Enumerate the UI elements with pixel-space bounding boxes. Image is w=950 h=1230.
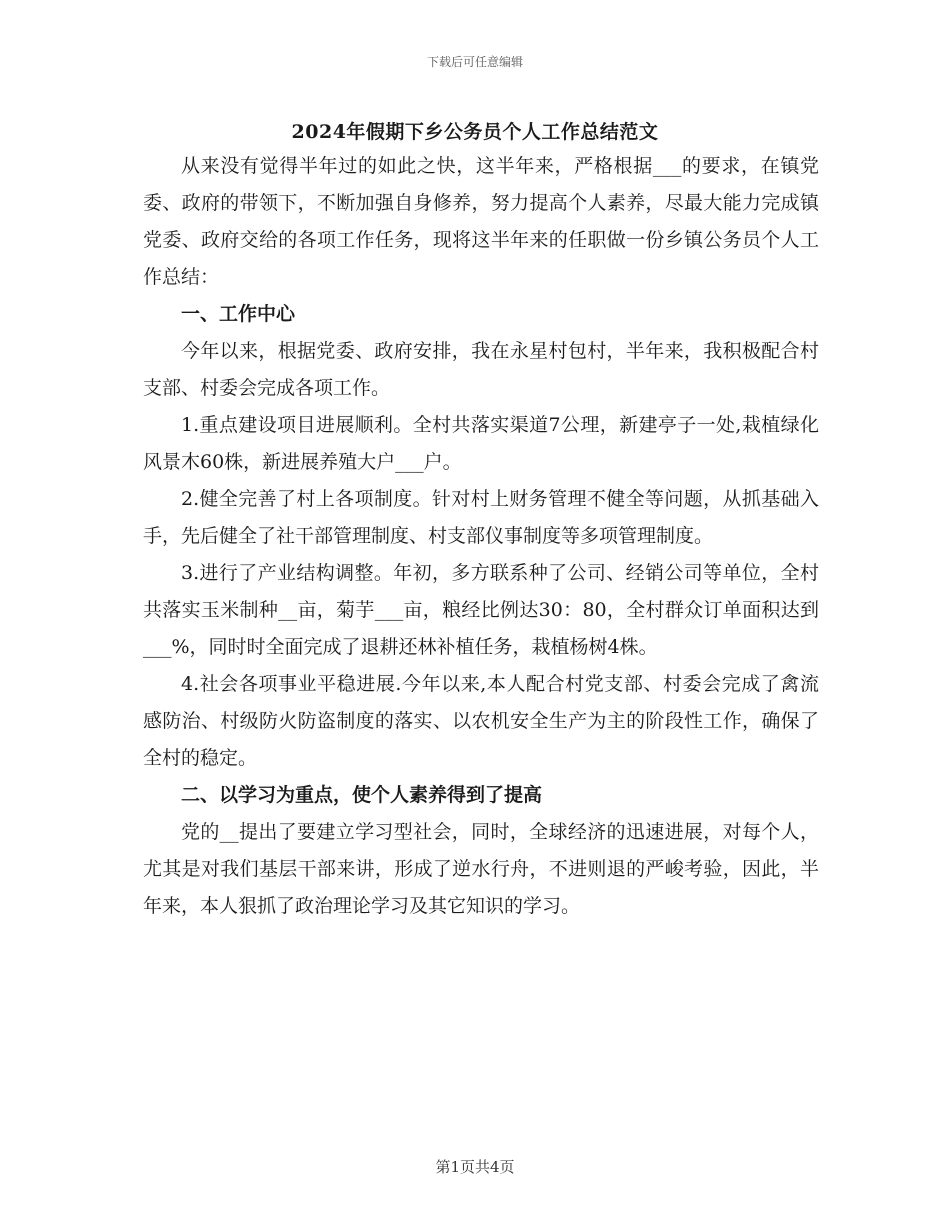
paragraph-item-4: 4.社会各项事业平稳进展.今年以来,本人配合村党支部、村委会完成了禽流感防治、村级防火防盗制度的落实、以农机安全生产为主的阶段性工作，确保了全村的稳定。	[143, 673, 819, 769]
section-heading-study: 二、以学习为重点，使个人素养得到了提高	[181, 784, 543, 806]
paragraph: 党的__提出了要建立学习型社会，同时，全球经济的迅速进展，对每个人，尤其是对我们基层干部来讲，形成了逆水行舟，不进则退的严峻考验，因此，半年来，本人狠抓了政治理论学习及其它知识的学习。	[143, 821, 819, 917]
page-number-footer: 第1页共4页	[435, 1158, 515, 1176]
paragraph-item-1: 1.重点建设项目进展顺利。全村共落实渠道7公理，新建亭子一处,栽植绿化风景木60株，新进展养殖大户___户。	[143, 414, 819, 473]
section-heading-work-center: 一、工作中心	[181, 303, 296, 325]
paragraph: 今年以来，根据党委、政府安排，我在永星村包村，半年来，我积极配合村支部、村委会完成各项工作。	[143, 340, 819, 399]
paragraph-item-3: 3.进行了产业结构调整。年初，多方联系种了公司、经销公司等单位，全村共落实玉米制种__亩，菊芋___亩，粮经比例达30：80，全村群众订单面积达到___%，同时时全面完成了退耕还林补植任务，栽植杨树4株。	[143, 562, 819, 658]
page-header-note: 下载后可任意编辑	[426, 55, 523, 69]
document-body	[143, 148, 819, 925]
paragraph-item-2: 2.健全完善了村上各项制度。针对村上财务管理不健全等问题，从抓基础入手，先后健全了社干部管理制度、村支部仪事制度等多项管理制度。	[143, 488, 819, 547]
document-title: 2024年假期下乡公务员个人工作总结范文	[291, 121, 659, 143]
intro-paragraph: 从来没有觉得半年过的如此之快，这半年来，严格根据___的要求，在镇党委、政府的带领下，不断加强自身修养，努力提高个人素养，尽最大能力完成镇党委、政府交给的各项工作任务，现将这半年来的任职做一份乡镇公务员个人工作总结：	[143, 155, 819, 288]
